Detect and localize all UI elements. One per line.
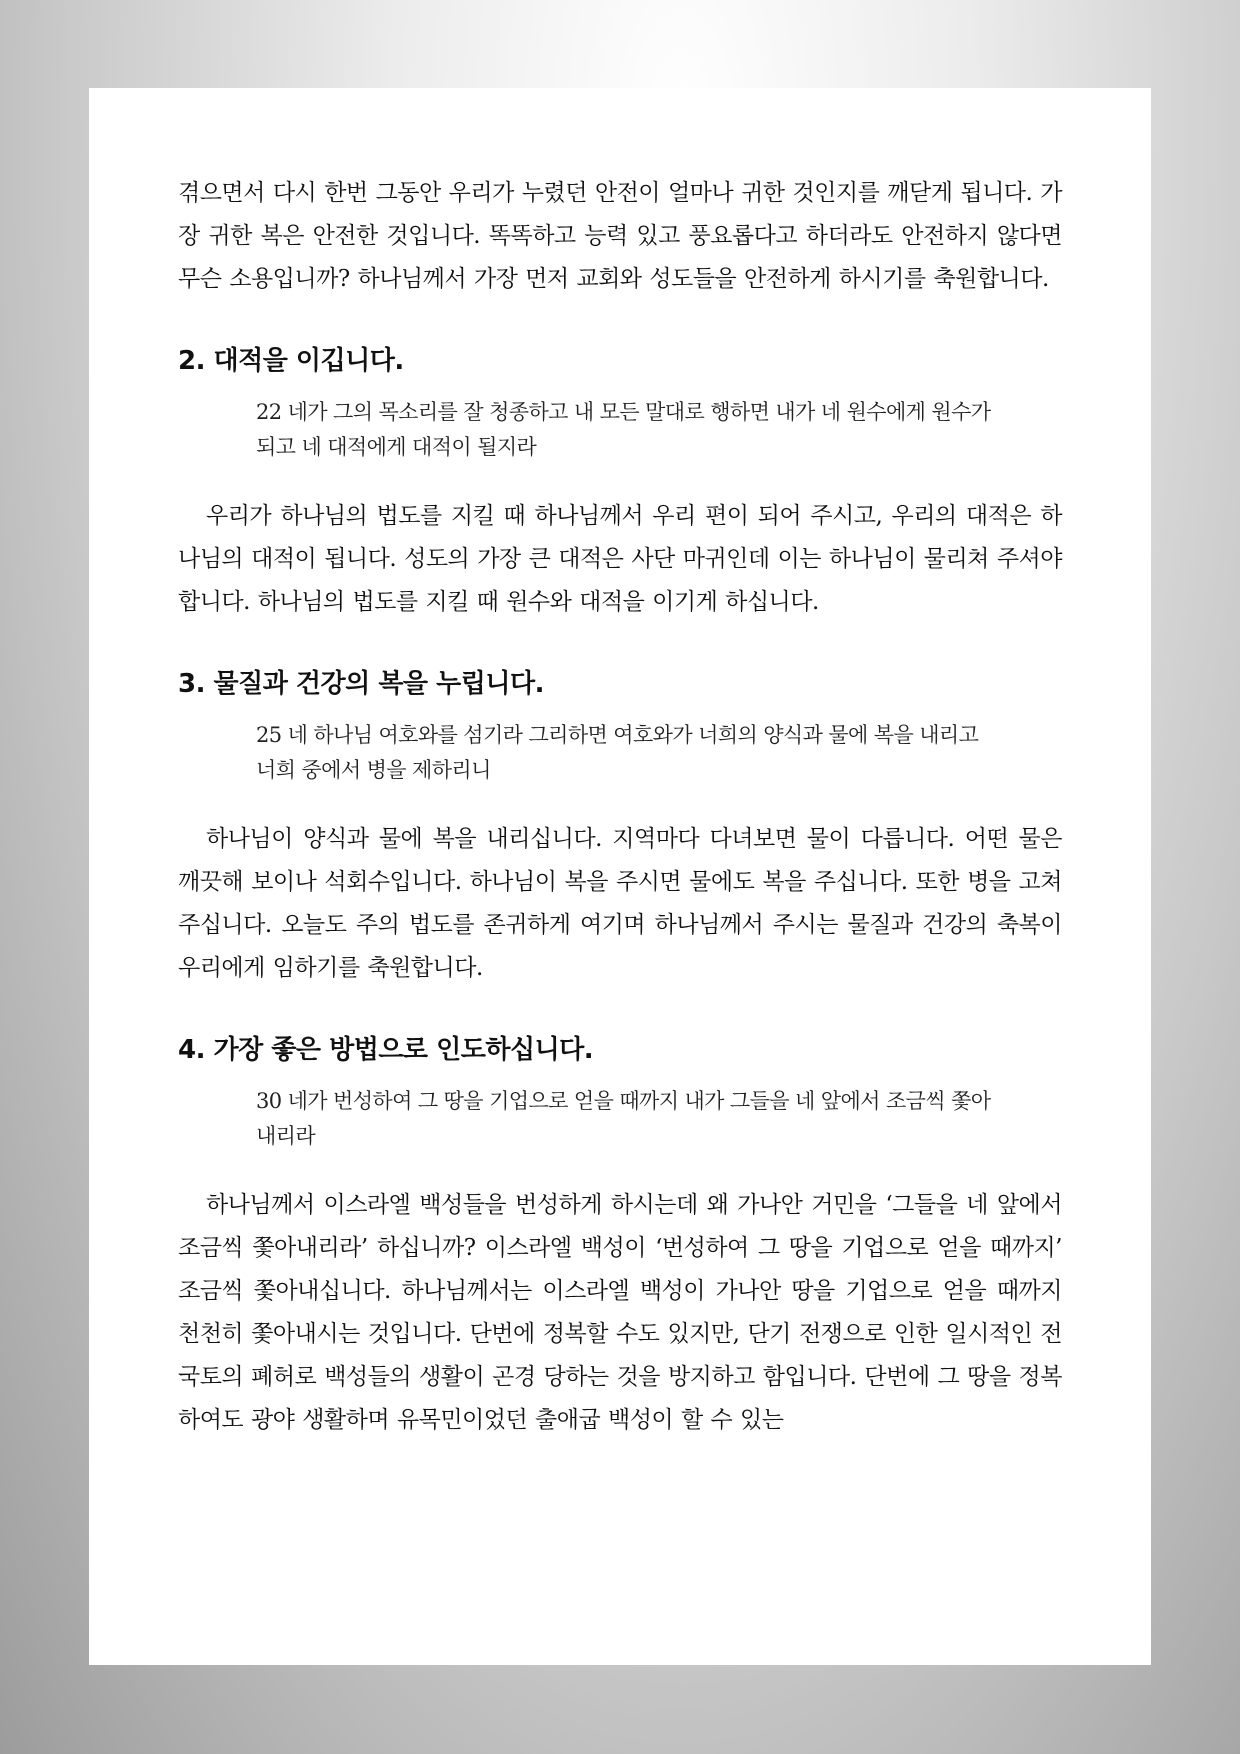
section-heading-4: 4. 가장 좋은 방법으로 인도하십니다. [178, 1035, 594, 1065]
section-heading-2: 2. 대적을 이깁니다. [178, 346, 404, 376]
document-page [89, 88, 1151, 1665]
section-body-4: 하나님께서 이스라엘 백성들을 번성하게 하시는데 왜 가나안 거민을 ‘그들을 네 앞에서 조금씩 쫓아내리라’ 하십니까? 이스라엘 백성이 ‘번성하여 그 땅을 기업으로 얻을 때까지’ 조금씩 쫓아내십니다. 하나님께서는 이스라엘 백성이 가나안 땅을 기업으로 얻을 때까지 천천히 쫓아내시는 것입니다. 단번에 정복할 수도 있지만, 단기 전쟁으로 인한 일시적인 전 국토의 폐허로 백성들의 생활이 곤경 당하는 것을 방지하고 함입니다. 단번에 그 땅을 정복하여도 광야 생활하며 유목민이었던 출애굽 백성이 할 수 있는 [178, 1192, 1062, 1433]
section-body-3: 하나님이 양식과 물에 복을 내리십니다. 지역마다 다녀보면 물이 다릅니다. 어떤 물은 깨끗해 보이나 석회수입니다. 하나님이 복을 주시면 물에도 복을 주십니다. 또한 병을 고쳐 주십니다. 오늘도 주의 법도를 존귀하게 여기며 하나님께서 주시는 물질과 건강의 축복이 우리에게 임하기를 축원합니다. [178, 826, 1062, 981]
scripture-verse-25: 25 네 하나님 여호와를 섬기라 그리하면 여호와가 너희의 양식과 물에 복을 내리고 너희 중에서 병을 제하리니 [256, 723, 979, 782]
scripture-verse-30: 30 네가 번성하여 그 땅을 기업으로 얻을 때까지 내가 그들을 네 앞에서 조금씩 쫓아내리라 [256, 1089, 991, 1148]
scripture-verse-22: 22 네가 그의 목소리를 잘 청종하고 내 모든 말대로 행하면 내가 네 원수에게 원수가 되고 네 대적에게 대적이 될지라 [256, 400, 991, 459]
section-heading-3: 3. 물질과 건강의 복을 누립니다. [178, 669, 544, 699]
intro-paragraph: 겪으면서 다시 한번 그동안 우리가 누렸던 안전이 얼마나 귀한 것인지를 깨닫게 됩니다. 가장 귀한 복은 안전한 것입니다. 똑똑하고 능력 있고 풍요롭다고 하더라도 안전하지 않다면 무슨 소용입니까? 하나님께서 가장 먼저 교회와 성도들을 안전하게 하시기를 축원합니다. [178, 180, 1062, 292]
section-body-2: 우리가 하나님의 법도를 지킬 때 하나님께서 우리 편이 되어 주시고, 우리의 대적은 하나님의 대적이 됩니다. 성도의 가장 큰 대적은 사단 마귀인데 이는 하나님이 물리쳐 주셔야 합니다. 하나님의 법도를 지킬 때 원수와 대적을 이기게 하십니다. [178, 503, 1062, 615]
